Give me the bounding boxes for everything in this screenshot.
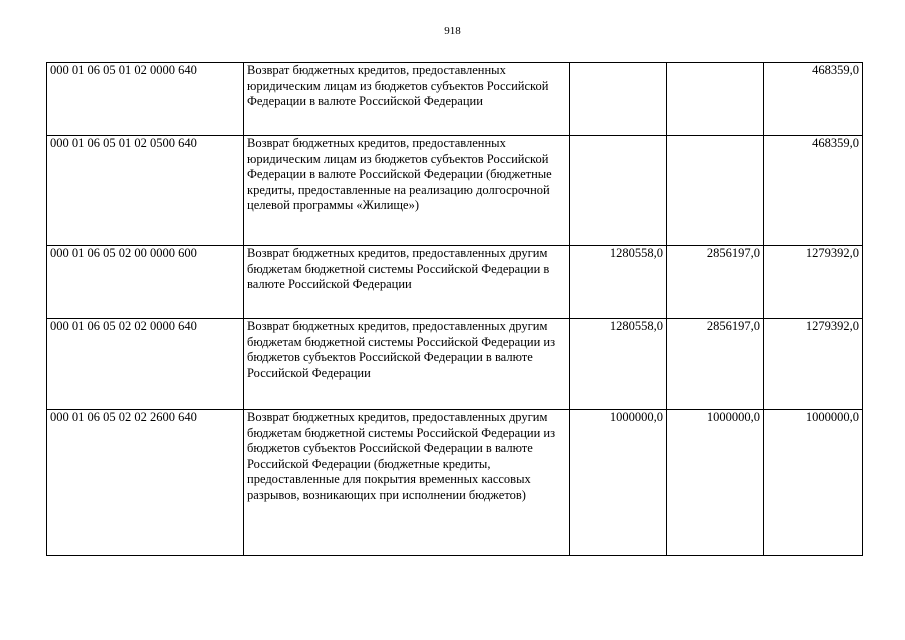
table-row [47, 410, 863, 556]
description-cell: Возврат бюджетных кредитов, предоставленных другим бюджетам бюджетной системы Российской Федерации из бюджетов субъектов Российской Федерации в валюте Российской Федерации [244, 319, 570, 410]
value-cell-3: 1279392,0 [764, 319, 863, 410]
value-cell-2 [667, 63, 764, 136]
budget-code-cell: 000 01 06 05 02 02 0000 640 [47, 319, 244, 410]
description-cell: Возврат бюджетных кредитов, предоставленных юридическим лицам из бюджетов субъектов Российской Федерации в валюте Российской Федерации [244, 63, 570, 136]
budget-code-cell: 000 01 06 05 02 00 0000 600 [47, 246, 244, 319]
value-cell-1: 1280558,0 [570, 246, 667, 319]
value-cell-1: 1000000,0 [570, 410, 667, 556]
budget-code-cell: 000 01 06 05 02 02 2600 640 [47, 410, 244, 556]
value-cell-3: 468359,0 [764, 63, 863, 136]
value-cell-1 [570, 136, 667, 246]
value-cell-3: 1000000,0 [764, 410, 863, 556]
value-cell-3: 1279392,0 [764, 246, 863, 319]
table-row [47, 319, 863, 410]
budget-code-cell: 000 01 06 05 01 02 0500 640 [47, 136, 244, 246]
value-cell-2: 2856197,0 [667, 246, 764, 319]
value-cell-1: 1280558,0 [570, 319, 667, 410]
budget-table [46, 62, 863, 556]
description-cell: Возврат бюджетных кредитов, предоставленных юридическим лицам из бюджетов субъектов Российской Федерации в валюте Российской Федерации (бюджетные кредиты, предоставленные на реализацию долгосрочной целевой программы «Жилище») [244, 136, 570, 246]
value-cell-2: 2856197,0 [667, 319, 764, 410]
value-cell-3: 468359,0 [764, 136, 863, 246]
value-cell-2 [667, 136, 764, 246]
table-row [47, 136, 863, 246]
budget-code-cell: 000 01 06 05 01 02 0000 640 [47, 63, 244, 136]
description-cell: Возврат бюджетных кредитов, предоставленных другим бюджетам бюджетной системы Российской Федерации из бюджетов субъектов Российской Федерации в валюте Российской Федерации (бюджетные кредиты, предоставленные для покрытия временных кассовых разрывов, возникающих при исполнении бюджетов) [244, 410, 570, 556]
value-cell-1 [570, 63, 667, 136]
description-cell: Возврат бюджетных кредитов, предоставленных другим бюджетам бюджетной системы Российской Федерации в валюте Российской Федерации [244, 246, 570, 319]
table-row [47, 246, 863, 319]
page-number: 918 [444, 25, 461, 37]
table-row [47, 63, 863, 136]
value-cell-2: 1000000,0 [667, 410, 764, 556]
